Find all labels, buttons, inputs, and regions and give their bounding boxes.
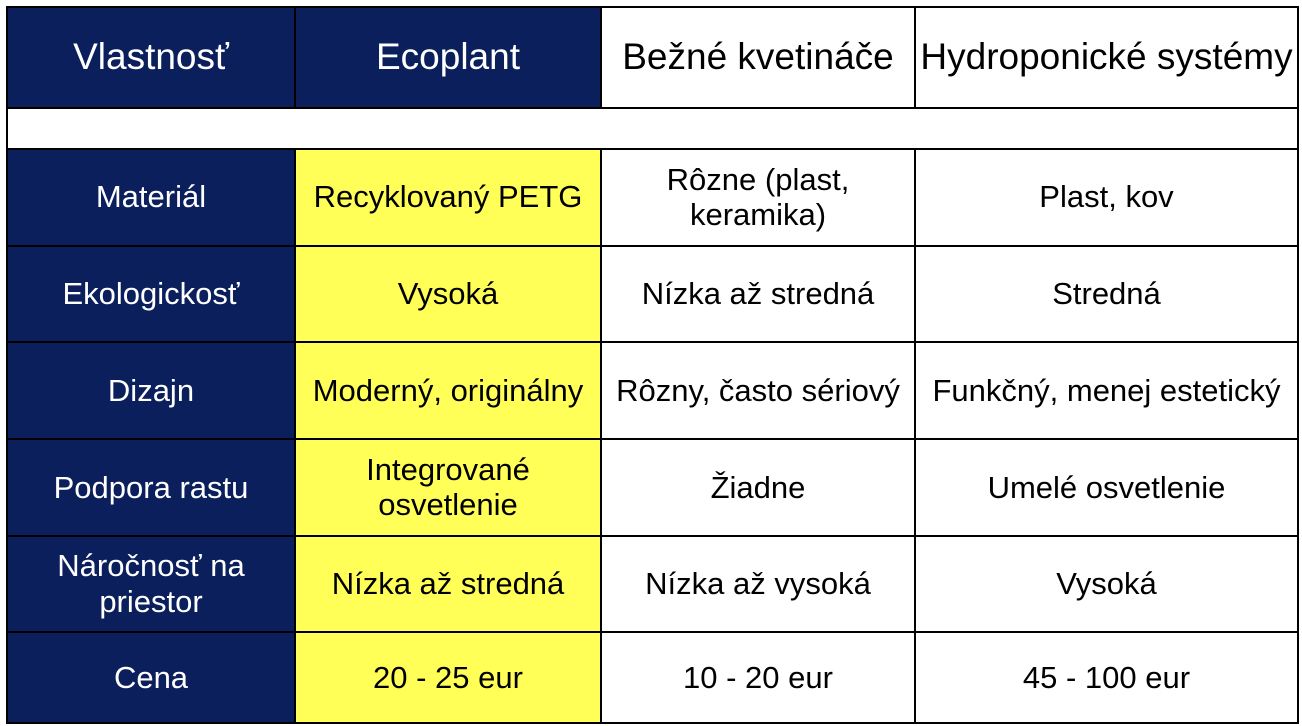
bezne-cell: Žiadne (601, 439, 915, 536)
table-row (7, 536, 1298, 633)
ecoplant-cell: Vysoká (295, 246, 601, 343)
table-row (7, 342, 1298, 439)
ecoplant-cell: Nízka až stredná (295, 536, 601, 633)
property-cell: Podpora rastu (7, 439, 295, 536)
bezne-cell: Nízka až stredná (601, 246, 915, 343)
bezne-cell: Nízka až vysoká (601, 536, 915, 633)
header-property: Vlastnosť (7, 7, 295, 108)
comparison-table-container (6, 6, 1297, 724)
ecoplant-cell: Recyklovaný PETG (295, 149, 601, 246)
hydro-cell: Umelé osvetlenie (915, 439, 1298, 536)
table-row (7, 149, 1298, 246)
spacer-cell (7, 108, 1298, 149)
property-cell: Dizajn (7, 342, 295, 439)
header-hydro: Hydroponické systémy (915, 7, 1298, 108)
hydro-cell: Vysoká (915, 536, 1298, 633)
hydro-cell: Plast, kov (915, 149, 1298, 246)
header-bezne: Bežné kvetináče (601, 7, 915, 108)
ecoplant-cell: Moderný, originálny (295, 342, 601, 439)
table-row (7, 246, 1298, 343)
bezne-cell: Rôzne (plast, keramika) (601, 149, 915, 246)
table-row (7, 632, 1298, 723)
property-cell: Materiál (7, 149, 295, 246)
bezne-cell: Rôzny, často sériový (601, 342, 915, 439)
spacer-row (7, 108, 1298, 149)
bezne-cell: 10 - 20 eur (601, 632, 915, 723)
ecoplant-cell: Integrované osvetlenie (295, 439, 601, 536)
hydro-cell: 45 - 100 eur (915, 632, 1298, 723)
header-ecoplant: Ecoplant (295, 7, 601, 108)
property-cell: Náročnosť na priestor (7, 536, 295, 633)
property-cell: Ekologickosť (7, 246, 295, 343)
table-row (7, 439, 1298, 536)
hydro-cell: Funkčný, menej estetický (915, 342, 1298, 439)
hydro-cell: Stredná (915, 246, 1298, 343)
property-cell: Cena (7, 632, 295, 723)
ecoplant-cell: 20 - 25 eur (295, 632, 601, 723)
header-row (7, 7, 1298, 108)
comparison-table (6, 6, 1299, 724)
